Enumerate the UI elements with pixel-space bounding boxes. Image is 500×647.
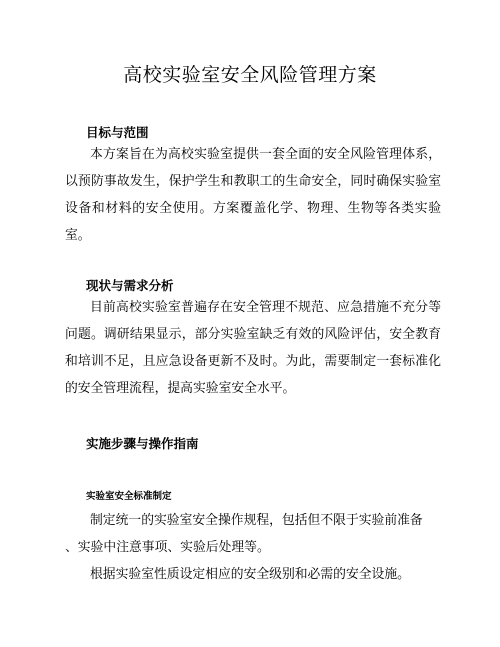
subsection-heading-standards: 实验室安全标准制定 bbox=[86, 491, 172, 502]
standards-line-2: 、实验中注意事项、实验后处理等。 bbox=[65, 540, 270, 555]
section-heading-analysis: 现状与需求分析 bbox=[86, 278, 174, 293]
document-title: 高校实验室安全风险管理方案 bbox=[123, 64, 377, 86]
standards-line-1: 制定统一的实验室安全操作规程，包括但不限于实验前准备 bbox=[90, 513, 423, 528]
section-heading-goals: 目标与范围 bbox=[86, 125, 149, 140]
section-heading-implementation: 实施步骤与操作指南 bbox=[86, 436, 199, 451]
standards-line-3: 根据实验室性质设定相应的安全级别和必需的安全设施。 bbox=[90, 567, 410, 582]
section-paragraph-goals: 本方案旨在为高校实验室提供一套全面的安全风险管理体系，以预防事故发生，保护学生和教职工的生命安全，同时确保实验室设备和材料的安全使用。方案覆盖化学、物理、生物等各类实验室。 bbox=[65, 147, 441, 243]
section-paragraph-analysis: 目前高校实验室普遍存在安全管理不规范、应急措施不充分等问题。调研结果显示，部分实验室缺乏有效的风险评估，安全教育和培训不足，且应急设备更新不及时。为此，需要制定一套标准化的安全管理流程，提高实验室安全水平。 bbox=[65, 300, 441, 396]
